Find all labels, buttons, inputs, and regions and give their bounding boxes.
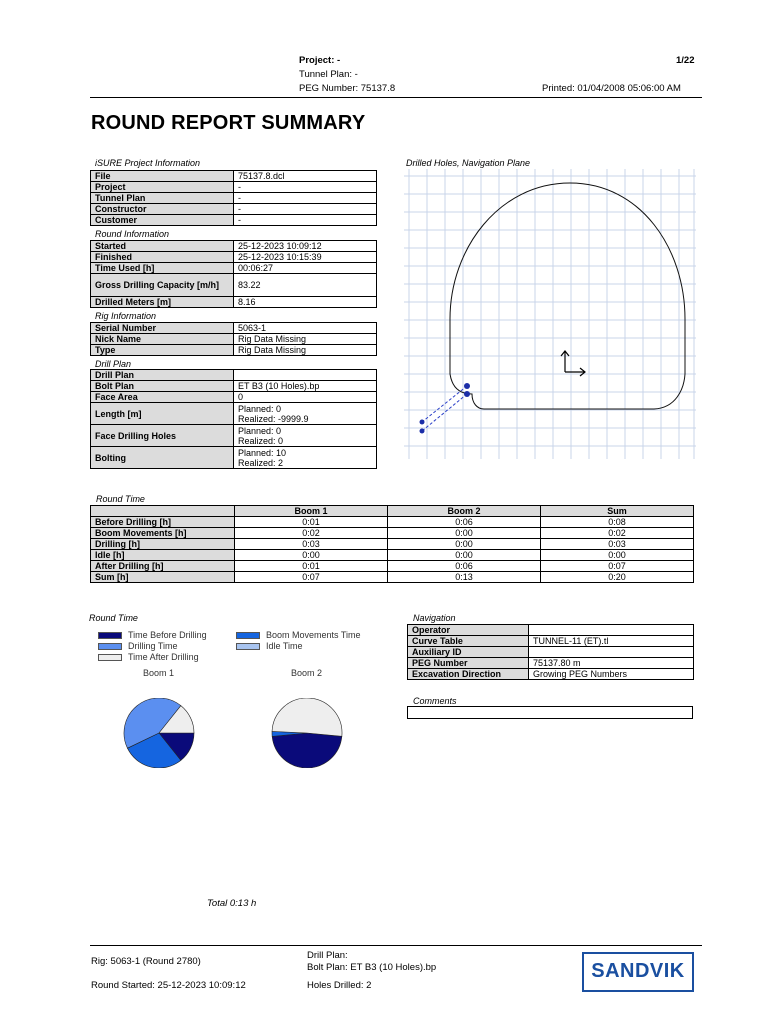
footer-drill-plan: Drill Plan: bbox=[307, 950, 348, 961]
page-title: ROUND REPORT SUMMARY bbox=[91, 112, 366, 134]
row-key: After Drilling [h] bbox=[91, 561, 235, 572]
legend-swatch bbox=[236, 632, 260, 639]
table-row bbox=[91, 215, 377, 226]
cell: 0:02 bbox=[541, 528, 694, 539]
cell: 0:06 bbox=[388, 561, 541, 572]
section-project-info: iSURE Project Information bbox=[95, 158, 201, 168]
tunnel-profile bbox=[450, 183, 685, 409]
row-value bbox=[234, 425, 377, 447]
row-key: Type bbox=[91, 345, 234, 356]
legend-label: Drilling Time bbox=[128, 641, 178, 651]
table-row bbox=[91, 297, 377, 308]
table-header-row bbox=[91, 506, 694, 517]
column-header-boom-2: Boom 2 bbox=[388, 506, 541, 517]
table-row bbox=[91, 182, 377, 193]
planned-value: Planned: 10 bbox=[238, 447, 287, 458]
row-key: Excavation Direction bbox=[408, 669, 529, 680]
row-key: PEG Number bbox=[408, 658, 529, 669]
table-row bbox=[91, 561, 694, 572]
realized-value: Realized: 2 bbox=[238, 457, 284, 468]
cell: 0:07 bbox=[235, 572, 388, 583]
row-key: Customer bbox=[91, 215, 234, 226]
row-value: Growing PEG Numbers bbox=[529, 669, 694, 680]
table-row bbox=[91, 447, 377, 469]
row-key: Curve Table bbox=[408, 636, 529, 647]
comments-box bbox=[407, 706, 693, 719]
row-value: 5063-1 bbox=[234, 323, 377, 334]
row-key: Time Used [h] bbox=[91, 263, 234, 274]
cell: 0:07 bbox=[541, 561, 694, 572]
row-key: Bolt Plan bbox=[91, 381, 234, 392]
legend-item-before-drilling bbox=[98, 630, 207, 640]
table-row bbox=[91, 392, 377, 403]
table-row bbox=[91, 323, 377, 334]
legend-swatch bbox=[98, 632, 122, 639]
section-round-time-charts: Round Time bbox=[89, 613, 138, 623]
row-value: Rig Data Missing bbox=[234, 345, 377, 356]
sandvik-logo: SANDVIK bbox=[582, 952, 694, 992]
row-value: TUNNEL-11 (ET).tl bbox=[529, 636, 694, 647]
row-value: 00:06:27 bbox=[234, 263, 377, 274]
round-time-table bbox=[90, 505, 694, 583]
hole-marker bbox=[420, 420, 425, 425]
cell: 0:08 bbox=[541, 517, 694, 528]
table-row bbox=[91, 572, 694, 583]
row-value: - bbox=[234, 182, 377, 193]
legend-item-after-drilling bbox=[98, 652, 199, 662]
table-row bbox=[91, 517, 694, 528]
cell: 0:03 bbox=[235, 539, 388, 550]
row-value: 75137.8.dcl bbox=[234, 171, 377, 182]
row-value: 8.16 bbox=[234, 297, 377, 308]
pie-chart-boom-1 bbox=[120, 698, 198, 768]
row-value: - bbox=[234, 204, 377, 215]
table-row bbox=[91, 274, 377, 297]
page-number: 1/22 bbox=[676, 55, 695, 66]
cell: 0:13 bbox=[388, 572, 541, 583]
table-row bbox=[91, 425, 377, 447]
legend-label: Time Before Drilling bbox=[128, 630, 207, 640]
row-key: Length [m] bbox=[91, 403, 234, 425]
round-info-table bbox=[90, 240, 377, 308]
row-key: Drilling [h] bbox=[91, 539, 235, 550]
row-key: Finished bbox=[91, 252, 234, 263]
table-row bbox=[91, 193, 377, 204]
planned-value: Planned: 0 bbox=[238, 403, 282, 414]
nav-plane-title: Drilled Holes, Navigation Plane bbox=[406, 158, 531, 168]
row-key: Auxiliary ID bbox=[408, 647, 529, 658]
section-drill-plan: Drill Plan bbox=[95, 359, 132, 369]
peg-number-line: PEG Number: 75137.8 bbox=[299, 83, 396, 94]
row-value: 83.22 bbox=[234, 274, 377, 297]
row-key: Boom Movements [h] bbox=[91, 528, 235, 539]
table-row bbox=[91, 381, 377, 392]
legend-swatch bbox=[98, 654, 122, 661]
table-row bbox=[91, 171, 377, 182]
printed-date: Printed: 01/04/2008 05:06:00 AM bbox=[542, 83, 681, 94]
table-row bbox=[91, 345, 377, 356]
cell: 0:00 bbox=[388, 550, 541, 561]
table-row bbox=[91, 550, 694, 561]
table-row bbox=[91, 334, 377, 345]
table-row bbox=[91, 528, 694, 539]
pie-slice-time-after-drilling bbox=[272, 698, 342, 736]
section-round-time: Round Time bbox=[96, 494, 145, 504]
planned-value: Planned: 0 bbox=[238, 425, 282, 436]
table-row bbox=[408, 625, 694, 636]
row-key: Idle [h] bbox=[91, 550, 235, 561]
cell: 0:02 bbox=[235, 528, 388, 539]
table-row bbox=[408, 647, 694, 658]
footer-rig: Rig: 5063-1 (Round 2780) bbox=[91, 956, 201, 967]
row-key: Before Drilling [h] bbox=[91, 517, 235, 528]
legend-label: Idle Time bbox=[266, 641, 303, 651]
row-key: Drilled Meters [m] bbox=[91, 297, 234, 308]
header-divider bbox=[90, 97, 702, 98]
footer-divider bbox=[90, 945, 702, 946]
total-time: Total 0:13 h bbox=[207, 898, 257, 909]
legend-swatch bbox=[236, 643, 260, 650]
row-value bbox=[529, 647, 694, 658]
row-value: ET B3 (10 Holes).bp bbox=[234, 381, 377, 392]
cell: 0:01 bbox=[235, 517, 388, 528]
row-value: 0 bbox=[234, 392, 377, 403]
cell: 0:01 bbox=[235, 561, 388, 572]
column-header-sum: Sum bbox=[541, 506, 694, 517]
pie-slice-time-before-drilling bbox=[272, 733, 342, 768]
row-key: Constructor bbox=[91, 204, 234, 215]
legend-label: Boom Movements Time bbox=[266, 630, 361, 640]
row-key: Bolting bbox=[91, 447, 234, 469]
realized-value: Realized: 0 bbox=[238, 435, 284, 446]
row-value: 25-12-2023 10:09:12 bbox=[234, 241, 377, 252]
table-row bbox=[91, 370, 377, 381]
row-key: Drill Plan bbox=[91, 370, 234, 381]
row-value: 75137.80 m bbox=[529, 658, 694, 669]
footer-round-started: Round Started: 25-12-2023 10:09:12 bbox=[91, 980, 246, 991]
cell: 0:00 bbox=[541, 550, 694, 561]
row-value: Rig Data Missing bbox=[234, 334, 377, 345]
footer-holes-drilled: Holes Drilled: 2 bbox=[307, 980, 372, 991]
legend-swatch bbox=[98, 643, 122, 650]
section-comments: Comments bbox=[413, 696, 457, 706]
table-row bbox=[408, 636, 694, 647]
cell: 0:00 bbox=[235, 550, 388, 561]
hole-marker bbox=[464, 383, 470, 389]
table-row bbox=[408, 658, 694, 669]
row-key: Gross Drilling Capacity [m/h] bbox=[91, 274, 234, 297]
row-value bbox=[234, 447, 377, 469]
coordinate-axes-icon bbox=[561, 351, 585, 376]
cell: 0:20 bbox=[541, 572, 694, 583]
row-key: Tunnel Plan bbox=[91, 193, 234, 204]
cell: 0:00 bbox=[388, 528, 541, 539]
rig-info-table bbox=[90, 322, 377, 356]
legend-item-drilling bbox=[98, 641, 178, 651]
row-key: File bbox=[91, 171, 234, 182]
pie-chart-boom-2 bbox=[268, 698, 346, 768]
navigation-table bbox=[407, 624, 694, 680]
hole-marker bbox=[420, 429, 425, 434]
section-rig-info: Rig Information bbox=[95, 311, 157, 321]
row-value bbox=[234, 403, 377, 425]
tunnel-plan-line: Tunnel Plan: - bbox=[299, 69, 358, 80]
section-navigation: Navigation bbox=[413, 613, 456, 623]
row-key: Serial Number bbox=[91, 323, 234, 334]
project-info-table bbox=[90, 170, 377, 226]
section-round-info: Round Information bbox=[95, 229, 170, 239]
table-row bbox=[91, 204, 377, 215]
table-row bbox=[91, 241, 377, 252]
pie-title-boom-1: Boom 1 bbox=[143, 668, 175, 678]
row-value bbox=[529, 625, 694, 636]
realized-value: Realized: -9999.9 bbox=[238, 413, 309, 424]
legend-item-boom-movements bbox=[236, 630, 361, 640]
row-value: 25-12-2023 10:15:39 bbox=[234, 252, 377, 263]
table-row bbox=[408, 669, 694, 680]
grid-lines bbox=[404, 169, 696, 459]
table-row bbox=[91, 539, 694, 550]
row-key: Face Drilling Holes bbox=[91, 425, 234, 447]
table-row bbox=[91, 403, 377, 425]
navigation-plane-drawing bbox=[404, 169, 696, 459]
cell: 0:03 bbox=[541, 539, 694, 550]
column-header bbox=[91, 506, 235, 517]
table-row bbox=[91, 263, 377, 274]
cell: 0:00 bbox=[388, 539, 541, 550]
row-value bbox=[234, 370, 377, 381]
project-label: Project: - bbox=[299, 55, 341, 66]
table-row bbox=[91, 252, 377, 263]
row-key: Started bbox=[91, 241, 234, 252]
row-key: Operator bbox=[408, 625, 529, 636]
drill-plan-table bbox=[90, 369, 377, 469]
column-header-boom-1: Boom 1 bbox=[235, 506, 388, 517]
hole-marker bbox=[464, 391, 470, 397]
row-key: Face Area bbox=[91, 392, 234, 403]
row-key: Nick Name bbox=[91, 334, 234, 345]
legend-item-idle bbox=[236, 641, 303, 651]
row-value: - bbox=[234, 215, 377, 226]
row-key: Project bbox=[91, 182, 234, 193]
row-key: Sum [h] bbox=[91, 572, 235, 583]
pie-title-boom-2: Boom 2 bbox=[291, 668, 323, 678]
footer-bolt-plan: Bolt Plan: ET B3 (10 Holes).bp bbox=[307, 962, 437, 973]
legend-label: Time After Drilling bbox=[128, 652, 199, 662]
row-value: - bbox=[234, 193, 377, 204]
cell: 0:06 bbox=[388, 517, 541, 528]
